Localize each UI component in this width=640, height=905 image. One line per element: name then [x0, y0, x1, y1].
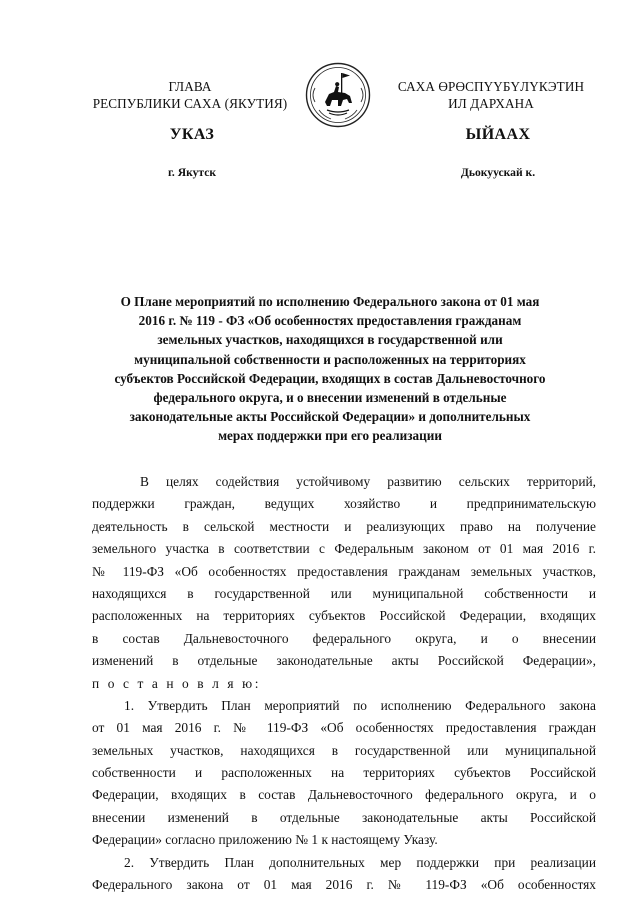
- body-line: поддержки граждан, ведущих хозяйство и предпринимательскую: [92, 496, 596, 512]
- issuer-line: САХА ӨРӨСПҮҮБҮЛҮКЭТИН: [397, 79, 585, 94]
- issuer-line: ИЛ ДАРХАНА: [448, 96, 534, 111]
- body-line: № 119-ФЗ «Об особенностях предоставления гражданам земельных участков,: [92, 563, 596, 579]
- body-line: от 01 мая 2016 г. № 119-ФЗ «Об особенностях предоставления граждан: [92, 720, 596, 736]
- decree-word: п о с т а н о в л я ю:: [92, 675, 262, 691]
- issuer-line: ГЛАВА: [168, 79, 212, 94]
- republic-coat-of-arms-icon: [305, 62, 371, 128]
- body-line: земельных участков, находящихся в государственной или муниципальной: [92, 742, 596, 758]
- title-line: субъектов Российской Федерации, входящих в состав Дальневосточного: [114, 370, 546, 386]
- issuer-line: РЕСПУБЛИКИ САХА (ЯКУТИЯ): [92, 96, 288, 111]
- body-line: внесении изменений в отдельные законодательные акты Российской: [92, 809, 596, 825]
- decree-title: [96, 292, 564, 446]
- item-1-paragraph: [92, 695, 596, 852]
- body-line: расположенных на территориях субъектов Российской Федерации, входящих: [92, 608, 596, 624]
- issuer-header-russian: [72, 78, 308, 112]
- body-line: находящихся в государственной или муниципальной собственности и: [92, 585, 596, 601]
- title-line: О Плане мероприятий по исполнению Федерального закона от 01 мая: [120, 294, 540, 309]
- title-line: мерах поддержки при его реализации: [218, 428, 442, 444]
- item-2-paragraph: [92, 852, 596, 897]
- body-line: изменений в отдельные законодательные акты Российской Федерации»,: [92, 653, 596, 669]
- city-russian: г. Якутск: [167, 166, 217, 179]
- preamble-paragraph: [92, 471, 596, 695]
- title-line: муниципальной собственности и расположенных на территориях: [134, 351, 526, 367]
- body-line: Федерального закона от 01 мая 2016 г. № 119-ФЗ «Об особенностях: [92, 877, 596, 893]
- body-line: В целях содействия устойчивому развитию сельских территорий,: [140, 474, 596, 489]
- body-line: 2. Утвердить План дополнительных мер поддержки при реализации: [124, 854, 596, 870]
- title-line: земельных участков, находящихся в государственной или: [157, 332, 503, 348]
- body-line: собственности и расположенных на территориях субъектов Российской: [92, 765, 596, 781]
- body-line: Федерации» согласно приложению № 1 к настоящему Указу.: [92, 832, 438, 848]
- body-line: земельного участка в соответствии с Федеральным законом от 01 мая 2016 г.: [92, 541, 596, 557]
- body-line: деятельность в сельской местности и реализующих право на получение: [92, 518, 596, 534]
- body-line: в состав Дальневосточного федерального округа, и о внесении: [92, 630, 596, 646]
- title-line: 2016 г. № 119 - ФЗ «Об особенностях предоставления гражданам: [138, 313, 522, 329]
- body-line: Федерации, входящих в состав Дальневосточного федерального округа, и о: [92, 787, 596, 803]
- issuer-header-yakut: [372, 78, 610, 112]
- decree-body: [92, 471, 596, 896]
- body-line: 1. Утвердить План мероприятий по исполнению Федерального закона: [124, 697, 596, 713]
- title-line: законодательные акты Российской Федерации» и дополнительных: [129, 409, 531, 425]
- document-type-yakut: ЫЙААХ: [465, 126, 531, 143]
- document-type-russian: УКАЗ: [169, 126, 215, 143]
- title-line: федерального округа, и о внесении изменений в отдельные: [153, 390, 507, 406]
- city-yakut: Дьокуускай к.: [460, 166, 536, 179]
